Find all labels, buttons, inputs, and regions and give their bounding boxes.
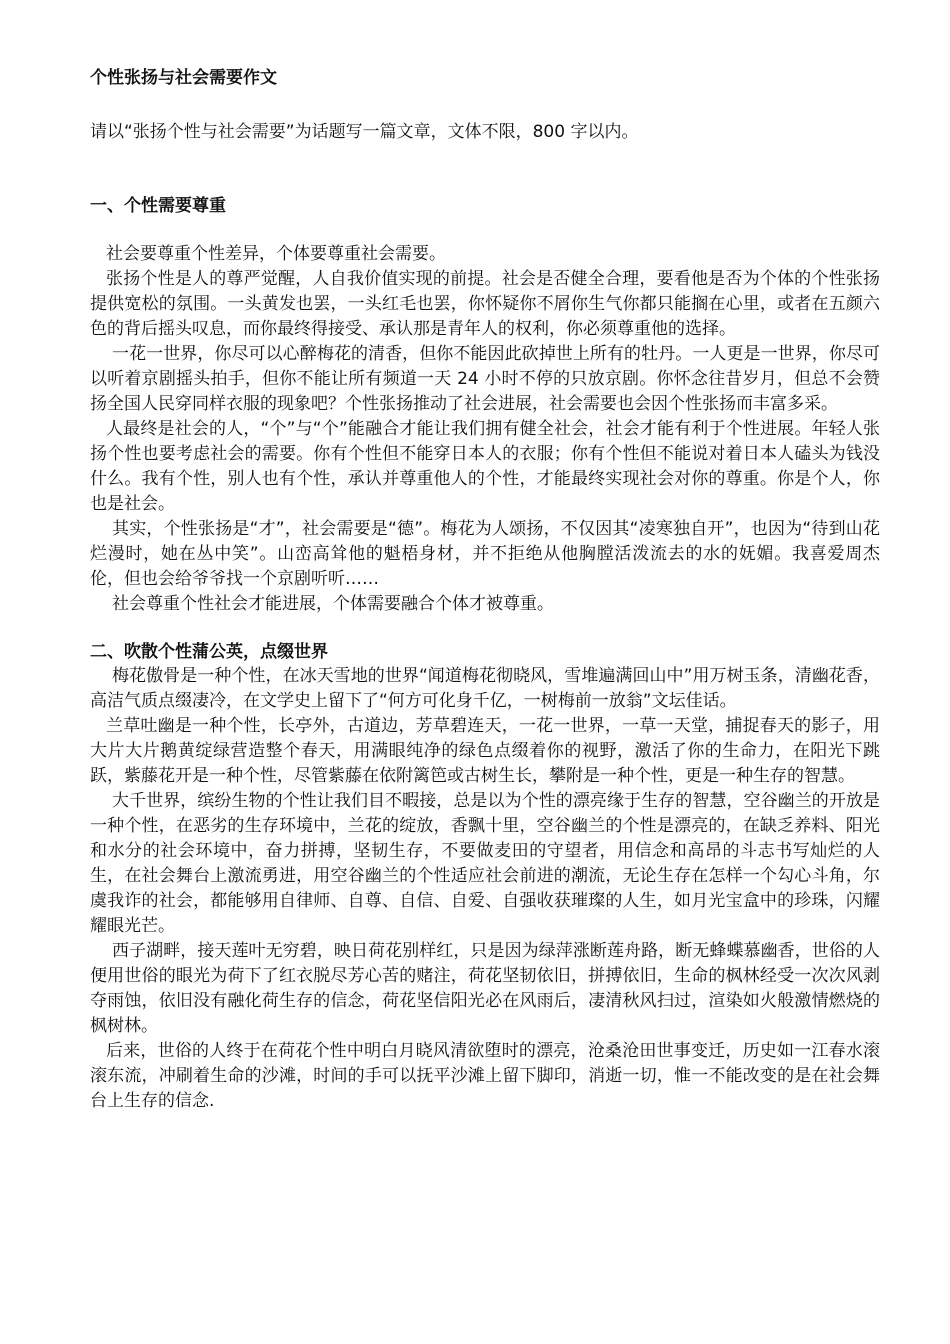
paragraph: 大千世界，缤纷生物的个性让我们目不暇接，总是以为个性的漂亮缘于生存的智慧，空谷幽兰的开放是一种个性，在恶劣的生存环境中，兰花的绽放，香飘十里，空谷幽兰的个性是漂亮的，在缺乏养料、阳光和水分的社会环境中，奋力拼搏，坚韧生存，不要做麦田的守望者，用信念和高昂的斗志书写灿烂的人生，在社会舞台上激流勇进，用空谷幽兰的个性适应社会前进的潮流，无论生存在怎样一个勾心斗角，尔虞我诈的社会，都能够用自律师、自尊、自信、自爱、自强收获璀璨的人生，如月光宝盒中的珍珠，闪耀耀眼光芒。 — [90, 791, 880, 936]
section-heading: 二、吹散个性蒲公英，点缀世界 — [90, 642, 328, 662]
paragraph: 张扬个性是人的尊严觉醒，人自我价值实现的前提。社会是否健全合理，要看他是否为个体的个性张扬提供宽松的氛围。一头黄发也罢，一头红毛也罢，你怀疑你不屑你生气你都只能搁在心里，或者在五颜六色的背后摇头叹息，而你最终得接受、承认那是青年人的权利，你必须尊重他的选择。 — [90, 269, 880, 339]
paragraph: 西子湖畔，接天莲叶无穷碧，映日荷花别样红，只是因为绿萍涨断莲舟路，断无蜂蝶慕幽香，世俗的人便用世俗的眼光为荷下了红衣脱尽芳心苦的赌注，荷花坚韧依旧，拼搏依旧，生命的枫林经受一次次风剥夺雨蚀，依旧没有融化荷生存的信念，荷花坚信阳光必在风雨后，凄清秋风扫过，渲染如火般激情燃烧的枫树林。 — [90, 941, 880, 1036]
document-page — [90, 66, 880, 1114]
paragraph: 一花一世界，你尽可以心醉梅花的清香，但你不能因此砍掉世上所有的牡丹。一人更是一世界，你尽可以听着京剧摇头拍手，但你不能让所有频道一天 24 小时不停的只放京剧。你怀念往昔岁月，但总不会赞扬全国人民穿同样衣服的现象吧？个性张扬推动了社会进展，社会需要也会因个性张扬而丰富多采。 — [90, 344, 880, 414]
paragraph: 梅花傲骨是一种个性，在冰天雪地的世界“闻道梅花彻晓风，雪堆遍满回山中”用万树玉条，清幽花香，高洁气质点缀凄冷，在文学史上留下了“何方可化身千亿，一树梅前一放翁”文坛佳话。 — [90, 666, 880, 711]
paragraph: 社会要尊重个性差异，个体要尊重社会需要。 — [106, 244, 446, 264]
paragraph: 社会尊重个性社会才能进展，个体需要融合个体才被尊重。 — [112, 594, 554, 614]
section-1 — [90, 194, 880, 617]
paragraph: 其实，个性张扬是“才”，社会需要是“德”。梅花为人颂扬，不仅因其“凌寒独自开”，也因为“待到山花烂漫时，她在丛中笑”。山峦高耸他的魁梧身材，并不拒绝从他胸膛活泼流去的水的妩媚。我喜爱周杰伦，但也会给爷爷找一个京剧听听…… — [90, 519, 880, 589]
paragraph: 人最终是社会的人，“个”与“个”能融合才能让我们拥有健全社会，社会才能有利于个性进展。年轻人张扬个性也要考虑社会的需要。你有个性但不能穿日本人的衣服；你有个性但不能说对着日本人磕头为钱没什么。我有个性，别人也有个性，承认并尊重他人的个性，才能最终实现社会对你的尊重。你是个人，你也是社会。 — [90, 419, 880, 514]
essay-prompt: 请以“张扬个性与社会需要”为话题写一篇文章，文体不限，800 字以内。 — [90, 122, 639, 142]
paragraph: 兰草吐幽是一种个性，长亭外，古道边，芳草碧连天，一花一世界，一草一天堂，捕捉春天的影子，用大片大片鹅黄绽绿营造整个春天，用满眼纯净的绿色点缀着你的视野，激活了你的生命力，在阳光下跳跃，紫藤花开是一种个性，尽管紫藤在依附篱笆或古树生长，攀附是一种个性，更是一种生存的智慧。 — [90, 716, 880, 786]
paragraph: 后来，世俗的人终于在荷花个性中明白月晓风清欲堕时的漂亮，沧桑沧田世事变迁，历史如一江春水滚滚东流，冲刷着生命的沙滩，时间的手可以抚平沙滩上留下脚印，消逝一切，惟一不能改变的是在社会舞台上生存的信念. — [90, 1041, 880, 1111]
section-heading: 一、个性需要尊重 — [90, 196, 226, 216]
document-title: 个性张扬与社会需要作文 — [90, 68, 277, 88]
section-2 — [90, 640, 880, 1114]
